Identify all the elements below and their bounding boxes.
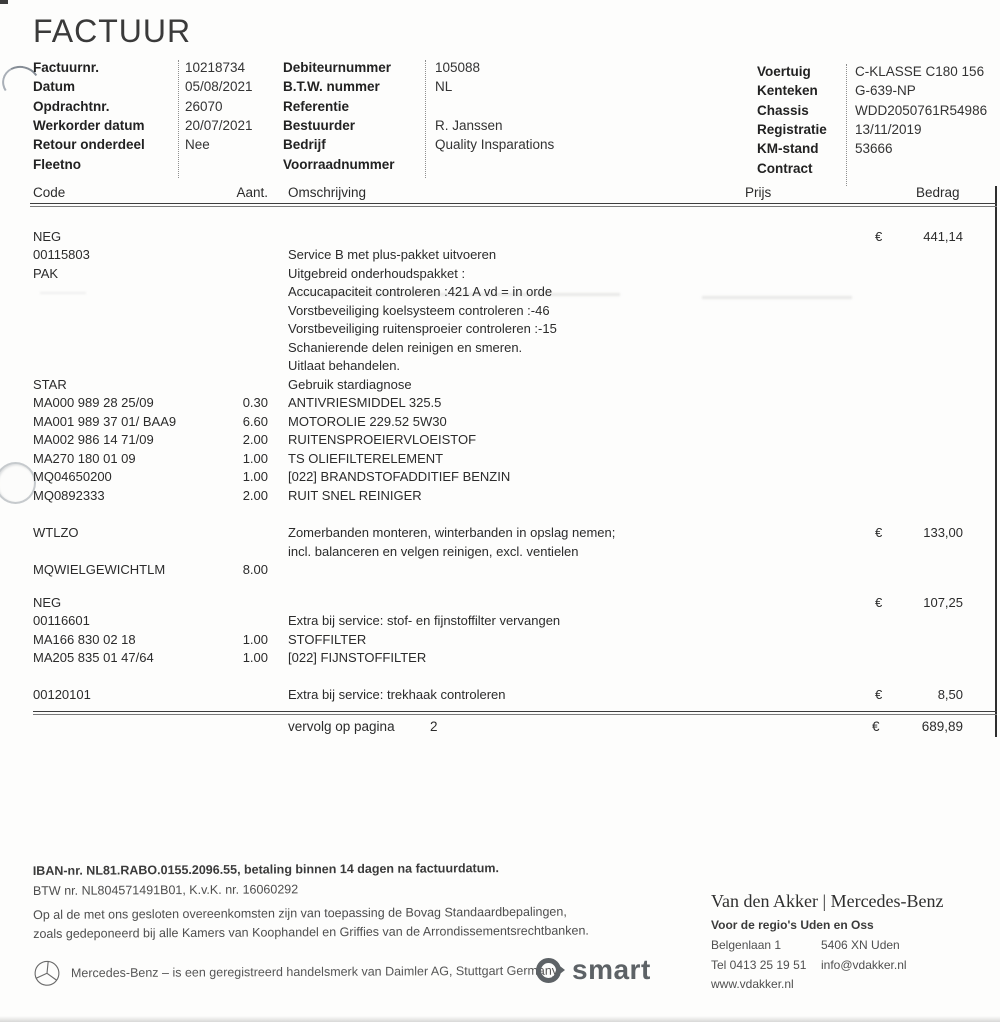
row-code: MA270 180 01 09: [33, 450, 136, 466]
meta-row: [33, 58, 283, 77]
meta-value: C-KLASSE C180 156: [855, 64, 985, 80]
meta-label: Bedrijf: [283, 137, 326, 153]
table-row: [33, 649, 963, 668]
meta-row: [283, 97, 613, 116]
meta-value: Quality Insparations: [435, 137, 555, 153]
row-quantity: 1.00: [242, 469, 268, 485]
meta-label: Fleetno: [33, 156, 82, 172]
row-quantity: 2.00: [242, 432, 268, 448]
table-row: [33, 375, 963, 394]
row-description: Extra bij service: stof- en fijnstoffilter vervangen: [288, 613, 561, 629]
dealer-block: [711, 891, 981, 995]
row-code: MQWIELGEWICHTLM: [33, 562, 166, 578]
meta-row: [757, 120, 1000, 139]
table-row: [33, 612, 963, 631]
meta-value: 26070: [185, 98, 223, 114]
meta-label: Werkorder datum: [33, 118, 145, 134]
smart-arrow-icon: [556, 963, 565, 977]
terms-line: zoals gedeponeerd bij alle Kamers van Koophandel en Griffies van de Arrondissementsrechtbanken.: [33, 923, 589, 941]
row-quantity: 1.00: [242, 631, 268, 647]
meta-value: 53666: [855, 141, 893, 157]
table-row: [33, 283, 963, 302]
meta-row: [283, 58, 613, 77]
row-description: Uitlaat behandelen.: [288, 358, 401, 374]
table-row: [33, 394, 963, 413]
meta-value: 10218734: [185, 60, 246, 76]
meta-value: WDD2050761R54986: [855, 102, 988, 118]
column-header-code: Code: [33, 185, 66, 200]
trademark-text: Mercedes-Benz – is een geregistreerd handelsmerk van Daimler AG, Stuttgart Germany: [70, 963, 559, 981]
invoice-meta-left: [33, 58, 283, 174]
column-header-price: Prijs: [745, 185, 772, 200]
row-description: Zomerbanden monteren, winterbanden in opslag nemen;: [288, 525, 616, 541]
table-row: [33, 320, 963, 339]
total-rule: [33, 711, 997, 715]
row-code: 00120101: [33, 686, 91, 702]
btw-kvk-line: BTW nr. NL804571491B01, K.v.K. nr. 16060292: [32, 882, 299, 898]
row-amount: 133,00: [923, 525, 963, 541]
row-description: STOFFILTER: [288, 631, 367, 647]
trademark-row: [33, 957, 558, 988]
meta-label: Debiteurnummer: [283, 60, 392, 76]
meta-value: Nee: [185, 137, 210, 153]
row-description: Extra bij service: trekhaak controleren: [288, 686, 506, 702]
invoice-title: FACTUUR: [33, 13, 192, 49]
meta-row: [757, 158, 1000, 177]
row-quantity: 0.30: [242, 395, 268, 411]
row-code: MA205 835 01 47/64: [33, 650, 154, 666]
table-row: [33, 486, 963, 505]
meta-row: [33, 135, 283, 154]
meta-row: [283, 77, 613, 96]
meta-divider: [178, 60, 179, 178]
meta-value: 105088: [435, 60, 481, 76]
meta-label: Registratie: [757, 122, 827, 138]
row-quantity: 6.60: [242, 413, 268, 429]
column-header-description: Omschrijving: [288, 185, 367, 200]
row-description: TS OLIEFILTERELEMENT: [288, 450, 444, 466]
row-code: WTLZO: [33, 525, 79, 541]
row-description: RUIT SNEL REINIGER: [288, 487, 422, 503]
row-quantity: 1.00: [242, 450, 268, 466]
table-row: [33, 630, 963, 649]
row-quantity: 1.00: [242, 650, 268, 666]
meta-value: G-639-NP: [855, 83, 916, 99]
meta-label: KM-stand: [757, 141, 819, 157]
row-code: MA000 989 28 25/09: [33, 395, 154, 411]
meta-row: [757, 139, 1000, 158]
continuation-label: vervolg op pagina: [288, 719, 395, 734]
meta-label: Opdrachtnr.: [33, 98, 110, 114]
table-row: [33, 338, 963, 357]
row-description: Vorstbeveiliging ruitensproeier controleren :-15: [288, 321, 557, 337]
meta-row: [283, 135, 613, 154]
row-code: NEG: [33, 594, 62, 610]
dealer-street: Belgenlaan 1: [711, 938, 782, 952]
vehicle-meta: [757, 62, 1000, 178]
row-description: Schanierende delen reinigen en smeren.: [288, 339, 523, 355]
smart-wordmark: smart: [572, 954, 651, 985]
row-code: MQ0892333: [33, 487, 105, 503]
dealer-email: info@vdakker.nl: [821, 957, 907, 972]
row-amount: 8,50: [937, 686, 963, 702]
row-description: Accucapaciteit controleren :421 A vd = in orde: [288, 284, 553, 300]
meta-label: Kenteken: [757, 83, 818, 99]
total-currency: €: [872, 719, 880, 734]
table-row: [33, 561, 963, 580]
smart-logo: [536, 956, 651, 984]
meta-row: [33, 97, 283, 116]
row-currency: €: [875, 228, 883, 244]
meta-value: NL: [435, 79, 453, 95]
row-description: Uitgebreid onderhoudspakket :: [288, 265, 466, 281]
continuation-page-number: 2: [430, 719, 438, 734]
dealer-contact: [711, 936, 981, 995]
terms-line: Op al de met ons gesloten overeenkomsten zijn van toepassing de Bovag Standaardbepalingen,: [33, 904, 567, 922]
meta-row: [283, 116, 613, 135]
continuation-row: [0, 719, 1000, 739]
table-row: [33, 468, 963, 487]
row-code: MA166 830 02 18: [33, 631, 136, 647]
row-description: ANTIVRIESMIDDEL 325.5: [288, 395, 442, 411]
row-description: RUITENSPROEIERVLOEISTOF: [288, 432, 477, 448]
meta-label: B.T.W. nummer: [283, 79, 380, 95]
meta-label: Voorraadnummer: [283, 156, 395, 172]
table-row: [33, 431, 963, 450]
scan-corner-artifact: [0, 0, 8, 4]
row-quantity: 8.00: [242, 562, 268, 578]
row-description: Vorstbeveiliging koelsysteem controleren :-46: [288, 302, 550, 318]
meta-row: [33, 77, 283, 96]
table-row: [33, 542, 963, 561]
meta-label: Datum: [33, 79, 76, 95]
row-description: [022] BRANDSTOFADDITIEF BENZIN: [288, 469, 511, 485]
mercedes-star-icon: [33, 959, 61, 987]
row-code: PAK: [33, 265, 59, 281]
row-description: Gebruik stardiagnose: [288, 376, 412, 392]
row-currency: €: [875, 686, 883, 702]
meta-row: [33, 154, 283, 173]
row-code: 00116601: [33, 613, 90, 629]
dealer-contact-spacer: [821, 975, 981, 995]
row-description: [022] FIJNSTOFFILTER: [288, 650, 427, 666]
table-row: [33, 412, 963, 431]
row-description: incl. balanceren en velgen reinigen, excl. ventielen: [288, 543, 579, 559]
table-row: [33, 449, 963, 468]
punch-hole-artifact: [0, 462, 36, 504]
scan-edge-line: [995, 186, 997, 737]
row-currency: €: [875, 594, 883, 610]
meta-label: Chassis: [757, 102, 809, 118]
meta-divider: [846, 64, 847, 186]
row-amount: 107,25: [923, 594, 963, 610]
meta-label: Bestuurder: [283, 118, 356, 134]
meta-divider: [425, 60, 426, 178]
meta-value: 13/11/2019: [855, 122, 922, 138]
meta-value: 20/07/2021: [185, 118, 253, 134]
total-amount: 689,89: [921, 719, 963, 734]
row-code: MA002 986 14 71/09: [33, 432, 154, 448]
dealer-city: 5406 XN Uden: [821, 938, 900, 952]
footer-terms: [33, 860, 673, 941]
meta-value: R. Janssen: [435, 118, 503, 134]
row-code: NEG: [33, 228, 62, 244]
meta-label: Voertuig: [757, 64, 811, 80]
scan-bottom-edge: [0, 1016, 1000, 1022]
row-amount: 441,14: [923, 228, 963, 244]
header-rule: [30, 203, 997, 207]
invoice-line-items: [33, 227, 963, 704]
row-code: MQ04650200: [33, 469, 112, 485]
row-code: MA001 989 37 01/ BAA9: [33, 413, 177, 429]
row-currency: €: [875, 525, 883, 541]
column-header-quantity: Aant.: [236, 185, 268, 200]
dealer-website: www.vdakker.nl: [711, 977, 794, 991]
dealer-tagline: Voor de regio's Uden en Oss: [711, 918, 874, 932]
meta-row: [757, 62, 1000, 81]
meta-label: Retour onderdeel: [33, 137, 145, 153]
dealer-phone: Tel 0413 25 19 51: [711, 957, 807, 972]
iban-line: IBAN-nr. NL81.RABO.0155.2096.55, betaling binnen 14 dagen na factuurdatum.: [32, 861, 499, 878]
meta-row: [757, 81, 1000, 100]
row-description: MOTOROLIE 229.52 5W30: [288, 413, 447, 429]
column-header-amount: Bedrag: [916, 185, 960, 200]
table-row: [33, 685, 963, 704]
meta-row: [757, 101, 1000, 120]
table-row: [33, 246, 963, 265]
table-row: [33, 593, 963, 612]
meta-label: Contract: [757, 160, 813, 176]
meta-value: 05/08/2021: [185, 79, 253, 95]
meta-label: Referentie: [283, 98, 350, 114]
row-code: STAR: [33, 376, 67, 392]
table-row: [33, 524, 963, 543]
row-description: Service B met plus-pakket uitvoeren: [288, 247, 497, 263]
invoice-meta-middle: [283, 58, 613, 174]
meta-label: Factuurnr.: [33, 60, 100, 76]
table-row: [33, 301, 963, 320]
table-row: [33, 227, 963, 246]
dealer-name: Van den Akker | Mercedes-Benz: [711, 891, 944, 911]
meta-row: [283, 154, 613, 173]
table-row: [33, 357, 963, 376]
table-row: [33, 264, 963, 283]
meta-row: [33, 116, 283, 135]
row-quantity: 2.00: [242, 487, 268, 503]
row-code: 00115803: [33, 247, 90, 263]
